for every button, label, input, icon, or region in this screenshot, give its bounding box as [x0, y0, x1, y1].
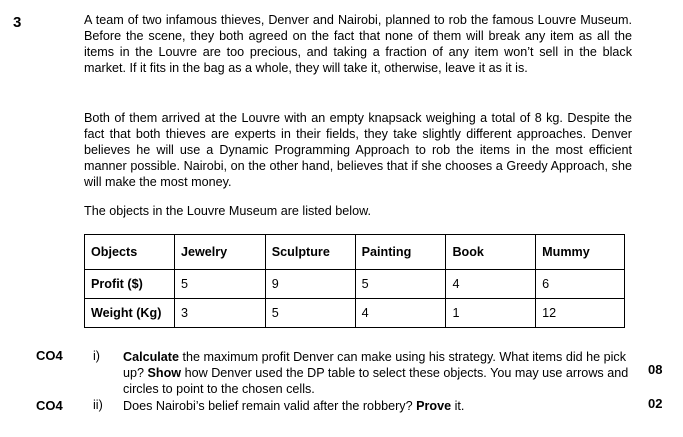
table-cell: 5: [355, 270, 446, 299]
subquestion-numeral: i): [93, 349, 100, 363]
table-row-profit: [85, 270, 625, 299]
table-cell: 12: [536, 299, 625, 328]
table-cell: 5: [174, 270, 265, 299]
table-cell: 9: [265, 270, 355, 299]
course-outcome-label: CO4: [36, 348, 63, 363]
table-header: Painting: [355, 235, 446, 270]
question-fragment: the maximum profit Denver can make using his strategy. What items did he pick up?: [123, 350, 627, 380]
marks-label: 02: [648, 396, 663, 411]
table-header: Sculpture: [265, 235, 355, 270]
table-cell: 4: [446, 270, 536, 299]
paragraph-table-intro: The objects in the Louvre Museum are listed below.: [84, 204, 372, 218]
instruction-keyword: Prove: [416, 399, 452, 413]
paragraph-approaches: Both of them arrived at the Louvre with an empty knapsack weighing a total of 8 kg. Despite the fact that both thieves are experts in their fields, they take slightly different approaches. Denver believes he will use a Dynamic Programming Approach to rob the items in the most efficient manner possible. Nairobi, on the other hand, believes that if she chooses a Greedy Approach, she will make the most money.: [84, 111, 632, 189]
question-fragment: Does Nairobi’s belief remain valid after the robbery?: [123, 399, 417, 413]
table-cell: 6: [536, 270, 625, 299]
question-fragment: how Denver used the DP table to select these objects. You may use arrows and circles to point to the chosen cells.: [123, 366, 629, 396]
objects-table: [84, 234, 625, 328]
instruction-keyword: Calculate: [123, 350, 179, 364]
row-label: Profit ($): [85, 270, 175, 299]
table-header-row: [85, 235, 625, 270]
marks-label: 08: [648, 362, 663, 377]
row-label: Weight (Kg): [85, 299, 175, 328]
table-cell: 3: [174, 299, 265, 328]
table-cell: 1: [446, 299, 536, 328]
subquestion-numeral: ii): [93, 398, 103, 412]
table-cell: 5: [265, 299, 355, 328]
table-header: Objects: [85, 235, 175, 270]
subquestion-text: [123, 398, 631, 414]
instruction-keyword: Show: [147, 366, 182, 380]
question-fragment: it.: [451, 399, 465, 413]
table-cell: 4: [355, 299, 446, 328]
subquestion-text: [123, 349, 631, 397]
table-header: Book: [446, 235, 536, 270]
table-row-weight: [85, 299, 625, 328]
course-outcome-label: CO4: [36, 398, 63, 413]
paragraph-intro: A team of two infamous thieves, Denver and Nairobi, planned to rob the famous Louvre Museum. Before the scene, they both agreed on the fact that none of them will break any item as all the items in the Louvre are too precious, and taking a fraction of any item won’t sell in the black market. If it fits in the bag as a whole, they will take it, otherwise, leave it as it is.: [84, 13, 632, 75]
question-number: 3: [13, 14, 22, 31]
table-header: Mummy: [536, 235, 625, 270]
table-header: Jewelry: [174, 235, 265, 270]
